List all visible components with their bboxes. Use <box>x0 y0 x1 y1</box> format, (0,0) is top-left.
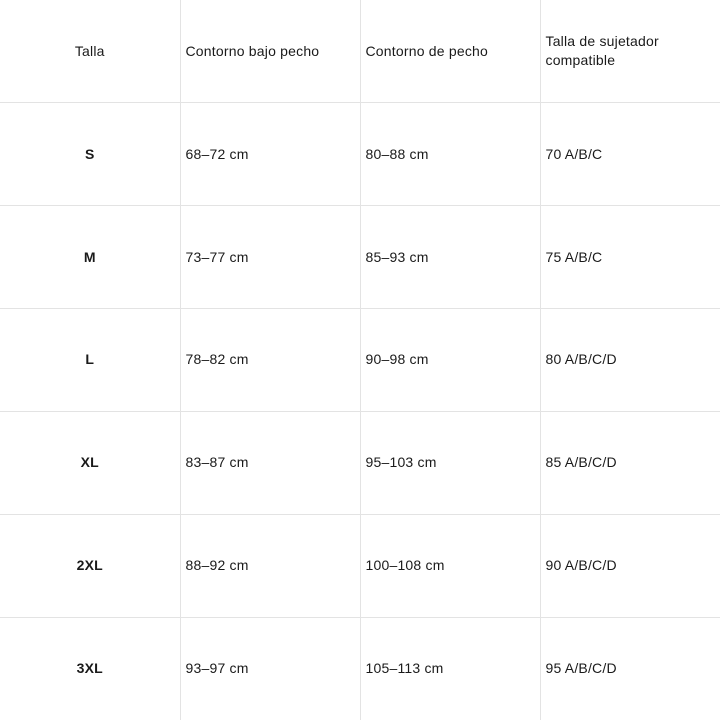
underbust-cell: 83–87 cm <box>180 411 360 514</box>
bust-cell: 100–108 cm <box>360 514 540 617</box>
table-row <box>0 617 720 720</box>
bra-size-cell: 95 A/B/C/D <box>540 617 720 720</box>
table-row <box>0 206 720 309</box>
header-bra-size: Talla de sujetador compatible <box>540 0 720 103</box>
size-cell: 3XL <box>0 617 180 720</box>
underbust-cell: 93–97 cm <box>180 617 360 720</box>
bust-cell: 105–113 cm <box>360 617 540 720</box>
bust-cell: 80–88 cm <box>360 103 540 206</box>
size-cell: XL <box>0 411 180 514</box>
header-bust: Contorno de pecho <box>360 0 540 103</box>
underbust-cell: 88–92 cm <box>180 514 360 617</box>
bra-size-cell: 80 A/B/C/D <box>540 309 720 412</box>
bra-size-cell: 90 A/B/C/D <box>540 514 720 617</box>
header-underbust: Contorno bajo pecho <box>180 0 360 103</box>
table-header-row <box>0 0 720 103</box>
underbust-cell: 78–82 cm <box>180 309 360 412</box>
size-cell: S <box>0 103 180 206</box>
bust-cell: 85–93 cm <box>360 206 540 309</box>
bra-size-cell: 85 A/B/C/D <box>540 411 720 514</box>
size-cell: M <box>0 206 180 309</box>
size-cell: L <box>0 309 180 412</box>
table-row <box>0 411 720 514</box>
table-row <box>0 309 720 412</box>
table-row <box>0 103 720 206</box>
bust-cell: 90–98 cm <box>360 309 540 412</box>
underbust-cell: 73–77 cm <box>180 206 360 309</box>
bust-cell: 95–103 cm <box>360 411 540 514</box>
bra-size-cell: 75 A/B/C <box>540 206 720 309</box>
size-cell: 2XL <box>0 514 180 617</box>
underbust-cell: 68–72 cm <box>180 103 360 206</box>
table-row <box>0 514 720 617</box>
bra-size-cell: 70 A/B/C <box>540 103 720 206</box>
header-size: Talla <box>0 0 180 103</box>
